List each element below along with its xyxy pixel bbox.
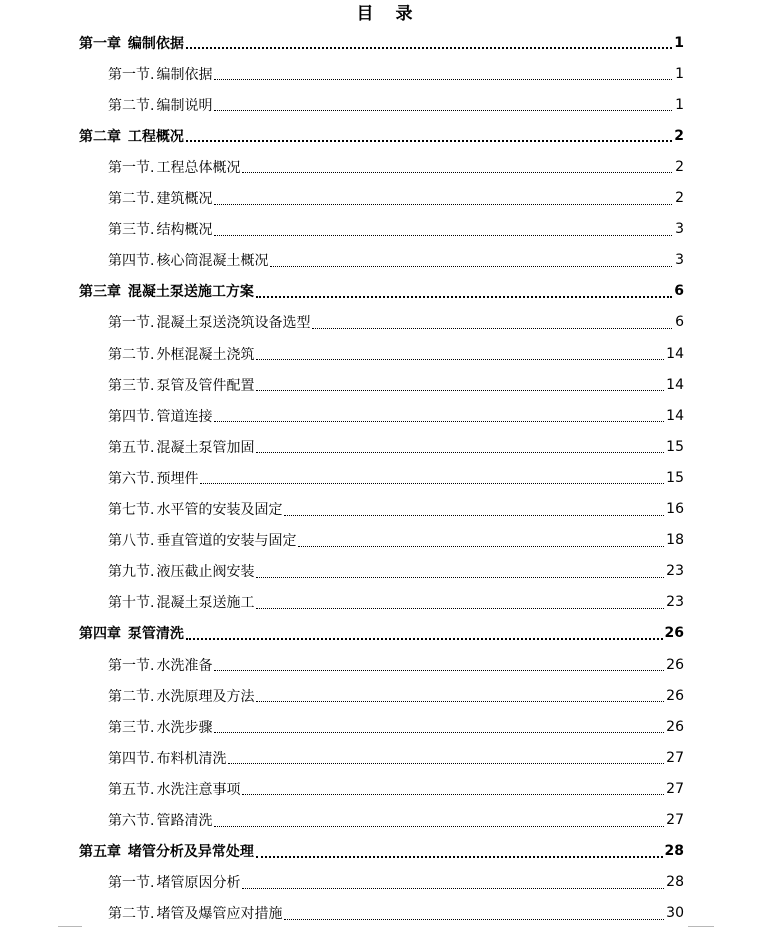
toc-entry-label xyxy=(79,281,254,301)
toc-page-number: 1 xyxy=(674,34,684,51)
toc-entry-number: 第四节. xyxy=(108,408,155,425)
toc-entry-text: 结构概况 xyxy=(156,222,213,239)
toc-entry-label xyxy=(108,468,198,488)
toc-title: 目 录 xyxy=(356,4,421,24)
toc-entry-text: 编制说明 xyxy=(156,97,213,114)
toc-entry-label xyxy=(108,748,226,768)
toc-page-number: 26 xyxy=(666,718,684,735)
toc-entry-text: 预埋件 xyxy=(156,470,199,487)
toc-page-number: 16 xyxy=(666,501,684,517)
toc-section-entry[interactable] xyxy=(108,245,684,276)
toc-section-entry[interactable] xyxy=(108,805,684,836)
toc-entry-text: 工程概况 xyxy=(127,128,184,145)
toc-entry-text: 混凝土泵管加固 xyxy=(156,439,255,456)
toc-dot-leader xyxy=(284,505,664,516)
toc-dot-leader xyxy=(214,660,664,671)
toc-entry-label xyxy=(108,312,310,332)
toc-entry-number: 第一节. xyxy=(108,159,155,176)
toc-page-number: 28 xyxy=(666,874,684,891)
toc-entry-text: 管道连接 xyxy=(156,408,213,425)
toc-page-number: 26 xyxy=(664,625,684,642)
toc-entry-number: 第一节. xyxy=(108,315,155,332)
toc-entry-text: 堵管分析及异常处理 xyxy=(127,844,254,861)
toc-entry-text: 堵管原因分析 xyxy=(156,875,241,892)
toc-entry-number: 第二节. xyxy=(108,906,155,923)
toc-entry-text: 泵管及管件配置 xyxy=(156,377,255,394)
toc-dot-leader xyxy=(186,130,672,142)
toc-page-number: 14 xyxy=(666,407,684,424)
toc-entry-number: 第五章 xyxy=(79,844,121,861)
toc-entry-label xyxy=(108,499,282,519)
toc-chapter-entry[interactable] xyxy=(79,27,684,58)
toc-entry-text: 混凝土泵送施工方案 xyxy=(127,284,254,301)
toc-entry-number: 第十节. xyxy=(108,595,155,612)
toc-dot-leader xyxy=(242,878,664,889)
toc-entry-number: 第九节. xyxy=(108,564,155,581)
toc-entry-text: 液压截止阀安装 xyxy=(156,564,255,581)
toc-dot-leader xyxy=(256,380,664,391)
toc-section-entry[interactable] xyxy=(108,431,684,462)
toc-entry-number: 第一节. xyxy=(108,657,155,674)
toc-entry-text: 工程总体概况 xyxy=(156,159,241,176)
toc-dot-leader xyxy=(214,722,664,733)
toc-entry-number: 第四节. xyxy=(108,750,155,767)
toc-entry-label xyxy=(108,375,254,395)
toc-entry-text: 编制依据 xyxy=(127,35,184,52)
toc-section-entry[interactable] xyxy=(108,400,684,431)
toc-entry-label xyxy=(108,64,212,84)
toc-page-number: 2 xyxy=(675,158,684,175)
toc-entry-text: 水洗原理及方法 xyxy=(156,688,255,705)
toc-page-number: 27 xyxy=(666,812,684,828)
toc-dot-leader xyxy=(214,816,664,827)
toc-dot-leader xyxy=(200,473,664,484)
toc-dot-leader xyxy=(298,536,664,547)
toc-dot-leader xyxy=(186,37,672,49)
toc-entry-number: 第二节. xyxy=(108,688,155,705)
toc-dot-leader xyxy=(256,349,664,360)
toc-entry-text: 泵管清洗 xyxy=(127,626,184,643)
toc-dot-leader xyxy=(256,442,664,453)
toc-dot-leader xyxy=(256,846,663,858)
toc-entry-number: 第三章 xyxy=(79,284,121,301)
toc-section-entry[interactable] xyxy=(108,369,684,400)
toc-entry-label xyxy=(108,344,254,364)
toc-entry-number: 第三节. xyxy=(108,222,155,239)
toc-section-entry[interactable] xyxy=(108,649,684,680)
toc-entry-label xyxy=(108,717,212,737)
toc-entry-label xyxy=(79,33,184,53)
toc-entry-number: 第一节. xyxy=(108,66,155,83)
toc-entry-text: 外框混凝土浇筑 xyxy=(156,346,255,363)
toc-page-number: 18 xyxy=(666,532,684,549)
toc-entry-label xyxy=(108,437,254,457)
toc-dot-leader xyxy=(256,691,664,702)
toc-entry-label xyxy=(108,188,212,208)
toc-page-number: 26 xyxy=(666,656,684,673)
toc-dot-leader xyxy=(214,194,672,205)
toc-page-number: 3 xyxy=(675,221,684,238)
toc-page-number: 23 xyxy=(666,563,684,580)
toc-page-number: 15 xyxy=(666,438,684,455)
toc-dot-leader xyxy=(228,753,664,764)
toc-page-number: 2 xyxy=(675,190,684,206)
toc-section-entry[interactable] xyxy=(108,556,684,587)
toc-entry-number: 第二节. xyxy=(108,346,155,363)
toc-entry-label xyxy=(79,841,254,861)
toc-entry-label xyxy=(108,561,254,581)
toc-page-number: 23 xyxy=(666,594,684,611)
toc-page-number: 15 xyxy=(666,469,684,486)
toc-entry-label xyxy=(108,810,212,830)
toc-entry-text: 水洗注意事项 xyxy=(156,781,241,798)
toc-page-number: 1 xyxy=(675,65,684,82)
toc-dot-leader xyxy=(284,909,664,920)
toc-section-entry[interactable] xyxy=(108,89,684,120)
toc-page-number: 1 xyxy=(675,96,684,113)
toc-entry-label xyxy=(79,126,184,146)
toc-page-number: 28 xyxy=(664,843,684,860)
toc-section-entry[interactable] xyxy=(108,742,684,773)
toc-entry-label xyxy=(108,219,212,239)
toc-dot-leader xyxy=(256,598,664,609)
toc-entry-number: 第三节. xyxy=(108,719,155,736)
toc-page-number: 6 xyxy=(674,283,684,300)
toc-entry-number: 第八节. xyxy=(108,533,155,550)
toc-entry-number: 第四节. xyxy=(108,253,155,270)
toc-page-number: 27 xyxy=(666,780,684,797)
toc-chapter-entry[interactable] xyxy=(79,276,684,307)
toc-entry-label xyxy=(108,872,240,892)
toc-page-number: 26 xyxy=(666,687,684,704)
toc-entry-label xyxy=(108,406,212,426)
toc-page-number: 14 xyxy=(666,345,684,362)
toc-section-entry[interactable] xyxy=(108,214,684,245)
toc-chapter-entry[interactable] xyxy=(79,120,684,151)
toc-dot-leader xyxy=(242,162,672,173)
page-corner-mark-right xyxy=(688,926,714,927)
toc-section-entry[interactable] xyxy=(108,587,684,618)
toc-section-entry[interactable] xyxy=(108,338,684,369)
toc-entry-number: 第二节. xyxy=(108,97,155,114)
toc-entry-label xyxy=(108,903,282,923)
toc-section-entry[interactable] xyxy=(108,462,684,493)
toc-section-entry[interactable] xyxy=(108,867,684,898)
toc-entry-number: 第二章 xyxy=(79,128,121,145)
toc-dot-leader xyxy=(256,286,672,298)
toc-entry-text: 核心筒混凝土概况 xyxy=(156,253,269,270)
toc-dot-leader xyxy=(214,100,672,111)
toc-section-entry[interactable] xyxy=(108,494,684,525)
toc-section-entry[interactable] xyxy=(108,151,684,182)
toc-entry-number: 第四章 xyxy=(79,626,121,643)
toc-entry-text: 混凝土泵送浇筑设备选型 xyxy=(156,315,311,332)
toc-section-entry[interactable] xyxy=(108,711,684,742)
toc-entry-label xyxy=(108,592,254,612)
toc-entry-label xyxy=(108,157,240,177)
toc-entry-label xyxy=(108,250,268,270)
toc-entry-number: 第六节. xyxy=(108,470,155,487)
toc-entry-label xyxy=(108,95,212,115)
toc-entry-text: 管路清洗 xyxy=(156,813,213,829)
toc-entry-label xyxy=(108,686,254,706)
toc-entry-label xyxy=(108,530,296,550)
toc-entry-number: 第七节. xyxy=(108,502,155,518)
toc-entry-text: 编制依据 xyxy=(156,66,213,83)
toc-page-number: 2 xyxy=(674,127,684,144)
toc-entry-label xyxy=(108,655,212,675)
toc-dot-leader xyxy=(242,784,664,795)
toc-entry-number: 第一章 xyxy=(79,35,121,52)
toc-entry-number: 第五节. xyxy=(108,439,155,456)
toc-entry-text: 垂直管道的安装与固定 xyxy=(156,533,297,550)
toc-page-number: 27 xyxy=(666,749,684,766)
toc-dot-leader xyxy=(186,628,663,640)
toc-page-number: 30 xyxy=(666,905,684,922)
toc-section-entry[interactable] xyxy=(108,680,684,711)
toc-section-entry[interactable] xyxy=(108,525,684,556)
toc-chapter-entry[interactable] xyxy=(79,618,684,649)
toc-section-entry[interactable] xyxy=(108,898,684,929)
toc-page-number: 14 xyxy=(666,376,684,393)
toc-dot-leader xyxy=(214,225,672,236)
toc-entry-text: 建筑概况 xyxy=(156,191,213,207)
toc-entry-label xyxy=(79,623,184,643)
toc-dot-leader xyxy=(214,69,672,80)
page-corner-mark-left xyxy=(58,926,82,927)
toc-entry-number: 第六节. xyxy=(108,813,155,829)
toc-entry-number: 第三节. xyxy=(108,377,155,394)
toc-dot-leader xyxy=(270,256,672,267)
toc-entry-number: 第二节. xyxy=(108,191,155,207)
toc-entry-label xyxy=(108,779,240,799)
toc-section-entry[interactable] xyxy=(108,307,684,338)
toc-page-number: 3 xyxy=(675,252,684,269)
toc-entry-text: 布料机清洗 xyxy=(156,750,227,767)
toc-entry-text: 水平管的安装及固定 xyxy=(156,502,283,518)
toc-dot-leader xyxy=(312,318,672,329)
toc-chapter-entry[interactable] xyxy=(79,836,684,867)
toc-dot-leader xyxy=(214,411,664,422)
toc-dot-leader xyxy=(256,567,664,578)
toc-entry-text: 堵管及爆管应对措施 xyxy=(156,906,283,923)
toc-section-entry[interactable] xyxy=(108,58,684,89)
toc-section-entry[interactable] xyxy=(108,183,684,214)
toc-entry-text: 混凝土泵送施工 xyxy=(156,595,255,612)
toc-entry-number: 第五节. xyxy=(108,781,155,798)
toc-section-entry[interactable] xyxy=(108,773,684,804)
toc-entry-number: 第一节. xyxy=(108,875,155,892)
toc-entry-text: 水洗步骤 xyxy=(156,719,213,736)
toc-page-number: 6 xyxy=(675,314,684,331)
toc-entry-text: 水洗准备 xyxy=(156,657,213,674)
